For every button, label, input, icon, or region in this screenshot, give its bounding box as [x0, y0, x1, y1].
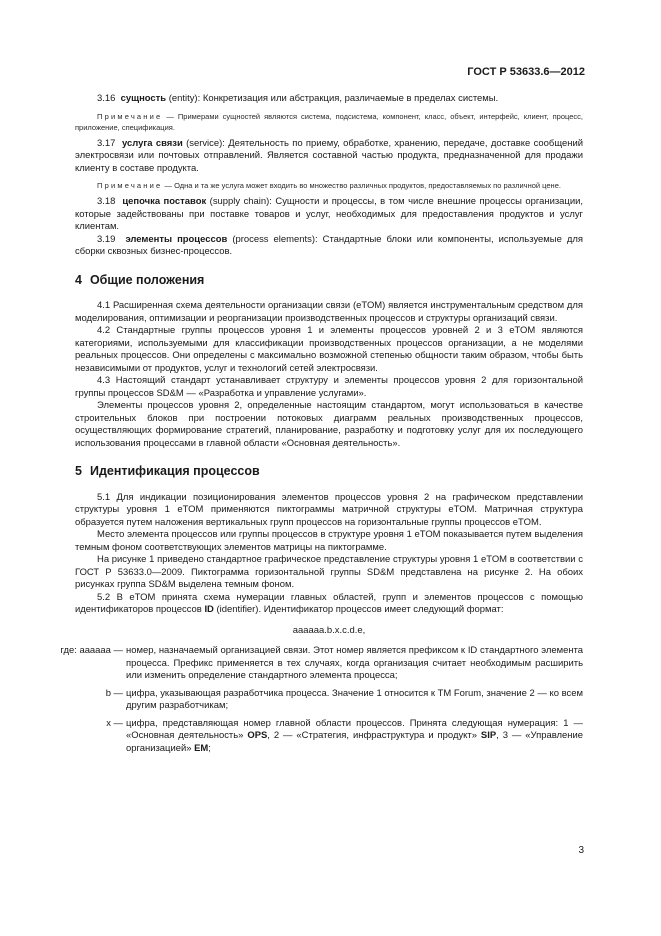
term-name: услуга связи [121, 137, 183, 149]
paragraph: Элементы процессов уровня 2, определенные настоящим стандартом, могут использоваться в качестве строительных блоков при построении потоковых диаграмм реальных производственных процессов, осуществляющих формирование стратегий, планирование, разработку и подготовку услуг для их последующего использования процессами в главной области «Основная деятельность». [75, 400, 583, 449]
term-name: элементы процессов [125, 233, 228, 245]
paragraph: Место элемента процессов или группы процессов в структуре уровня 1 eTOM показывается путем выделения темным фоном соответствующих элементов матрицы на пиктограмме. [75, 529, 583, 553]
id-format: аааааа.b.x.c.d.e, [292, 624, 366, 636]
definition-item: x — цифра, представляющая номер главной области процессов. Принята следующая нумерация: 1 — «Основная деятельность» OPS, 2 — «Стратегия, инфраструктура и продукт» SIP, 3 — «Управление организацией» EM; [106, 717, 583, 754]
term-name: сущность [120, 93, 167, 104]
section-heading: 5 Идентификация процессов [75, 464, 260, 478]
term-entry: 3.16 сущность (entity): Конкретизация или абстракция, различаемые в пределах системы. [97, 93, 499, 104]
term-entry: 3.17 услуга связи (service): Деятельность по приему, обработке, хранению, передаче, доставке сообщений электросвязи или почтовых отправлений. Является составной частью продукта, предназначенной для продажи клиенту в составе продукта. [75, 137, 583, 174]
id-term: ID [204, 604, 214, 615]
paragraph: 4.1 Расширенная схема деятельности организации связи (eTOM) является инструментальным средством для моделирования, оптимизации и реорганизации производственных процессов и структуры организаций связи. [75, 300, 583, 324]
definition-item: где: аааааа — номер, назначаемый организацией связи. Этот номер является префиксом к ID стандартного элемента процесса. Префикс применяется в тех случаях, когда организация считает необходимым расширить или изменить определение стандартного элемента процесса; [60, 645, 583, 681]
note: Примечание — Одна и та же услуга может входить во множество различных продуктов, предоставляемых по различной цене. [97, 181, 561, 190]
paragraph: 4.3 Настоящий стандарт устанавливает структуру и элементы процессов уровня 2 для горизонтальной группы процессов SD&M — «Разработка и управление услугами». [75, 375, 583, 399]
paragraph: 5.2 В eTOM принята схема нумерации главных областей, групп и элементов процессов с помощью идентификаторов процессов ID (identifier). Идентификатор процессов имеет следующий формат: [75, 591, 583, 615]
term-entry: 3.18 цепочка поставок (supply chain): Сущности и процессы, в том числе внешние процессы организации, которые задействованы при поставке товаров и услуг, необходимых для предоставления продуктов и услуг клиентам. [75, 196, 583, 232]
section-heading: 4 Общие положения [75, 272, 205, 287]
definition-item: b — цифра, указывающая разработчика процесса. Значение 1 относится к TM Forum, значение 2 — ко всем другим разработчикам; [105, 687, 583, 711]
page-content [60, 93, 583, 755]
term-entry: 3.19 элементы процессов (process elements): Стандартные блоки или компоненты, используемые для сборки сквозных бизнес-процессов. [75, 233, 583, 257]
note: Примечание — Примерами сущностей являются система, подсистема, компонент, класс, объект, интерфейс, клиент, процесс, приложение, спецификация. [75, 111, 583, 132]
paragraph: 5.1 Для индикации позиционирования элементов процессов уровня 2 на графическом представлении структуры уровня 1 eTOM применяются пиктограммы матричной структуры eTOM. Матричная структура образуется путем наложения вертикальных групп процессов на горизонтальные группы процессов eTOM. [75, 491, 583, 528]
paragraph: На рисунке 1 приведено стандартное графическое представление структуры уровня 1 eTOM в соответствии с ГОСТ Р 53633.0—2009. Пиктограмма горизонтальной группы SD&M представлена на рисунке 2. На обоих рисунках группа SD&M выделена темным фоном. [75, 554, 583, 590]
page-number: 3 [578, 845, 584, 856]
paragraph: 4.2 Стандартные группы процессов уровня 1 и элементы процессов уровней 2 и 3 eTOM являются категориями, используемыми для классификации производственных процессов организации, а не моделями реальных процессов. Они определены с максимально возможной степенью общности таким образом, чтобы быть независимыми от продуктов, услуг и технологий сетей электросвязи. [75, 325, 583, 374]
standard-designation: ГОСТ Р 53633.6—2012 [467, 66, 585, 78]
term-name: цепочка поставок [122, 196, 207, 207]
